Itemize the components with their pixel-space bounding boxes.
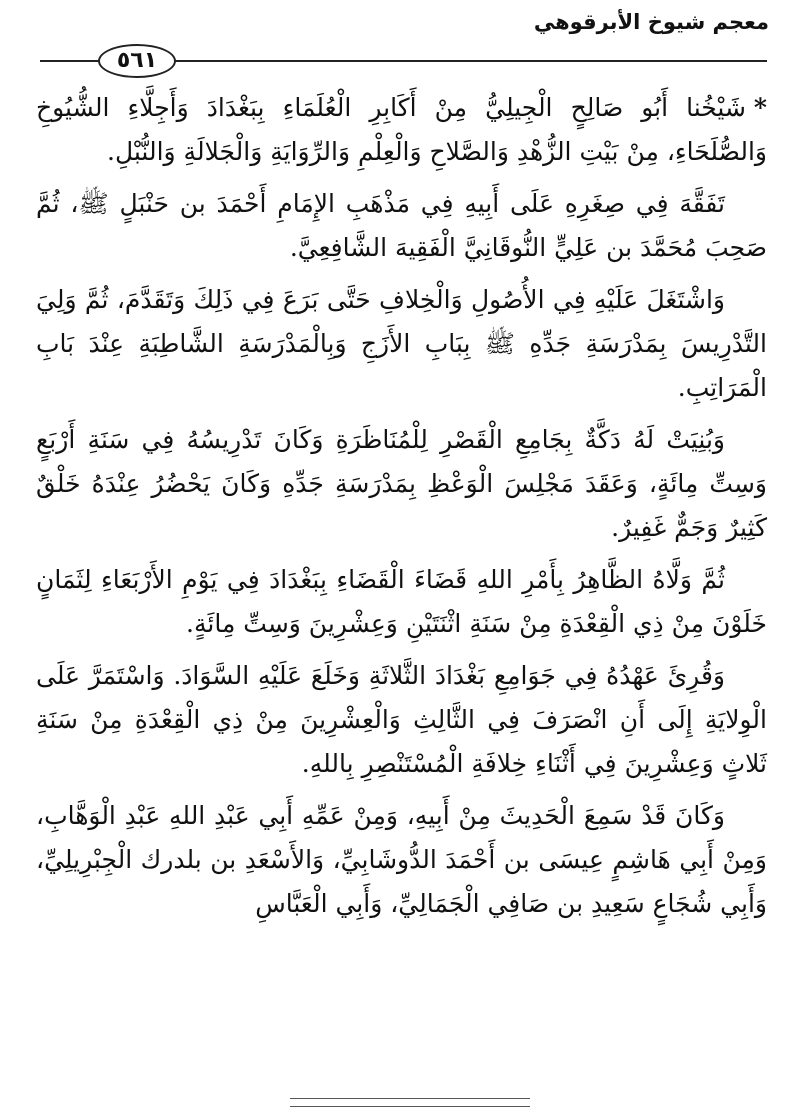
paragraph-1: [36, 86, 767, 174]
paragraph-3: وَاشْتَغَلَ عَلَيْهِ فِي الأُصُولِ وَالْخِلافِ حَتَّى بَرَعَ فِي ذَلِكَ وَتَقَدَّمَ، ثُمَّ وَلِيَ التَّدْرِيسَ بِمَدْرَسَةِ جَدِّهِ ﷺ بِبَابِ الأَزَجِ وَبِالْمَدْرَسَةِ الشَّاطِبَةِ عِنْدَ بَابِ الْمَرَاتِبِ.: [36, 285, 767, 402]
page-number: ٥٦١: [98, 44, 176, 78]
page-body: [36, 86, 767, 934]
bullet-star: *: [753, 93, 767, 122]
paragraph-4: وَبُنِيَتْ لَهُ دَكَّةٌ بِجَامِعِ الْقَصْرِ لِلْمُنَاظَرَةِ وَكَانَ تَدْرِيسُهُ فِي سَنَةِ أَرْبَعٍ وَسِتِّ مِائَةٍ، وَعَقَدَ مَجْلِسَ الْوَعْظِ بِمَدْرَسَةِ جَدِّهِ وَكَانَ يَحْضُرُ عِنْدَهُ خَلْقٌ كَثِيرٌ وَجَمٌّ غَفِيرٌ.: [36, 425, 767, 542]
paragraph-2: تَفَقَّهَ فِي صِغَرِهِ عَلَى أَبِيهِ فِي مَذْهَبِ الإِمَامِ أَحْمَدَ بن حَنْبَلٍ ﷺ، ثُمَّ صَحِبَ مُحَمَّدَ بن عَلِيٍّ النُّوقَانِيَّ الْفَقِيهَ الشَّافِعِيَّ.: [36, 189, 767, 262]
paragraph-6: وَقُرِئَ عَهْدُهُ فِي جَوَامِعِ بَغْدَادَ الثَّلاثَةِ وَخَلَعَ عَلَيْهِ السَّوَادَ. وَاسْتَمَرَّ عَلَى الْوِلايَةِ إِلَى أَنِ انْصَرَفَ فِي الثَّالِثِ وَالْعِشْرِينَ مِنْ ذِي الْقِعْدَةِ مِنْ سَنَةِ ثَلاثٍ وَعِشْرِينَ فِي أَثْنَاءِ خِلافَةِ الْمُسْتَنْصِرِ بِاللهِ.: [36, 661, 767, 778]
paragraph-text: شَيْخُنا أَبُو صَالِحٍ الْجِيلِيُّ مِنْ أَكَابِرِ الْعُلَمَاءِ بِبَغْدَادَ وَأَجِلَّاءِ الشُّيُوخِ وَالصُّلَحَاءِ، مِنْ بَيْتِ الزُّهْدِ وَالصَّلاحِ وَالْعِلْمِ وَالرِّوَايَةِ وَالْجَلالَةِ وَالنُّبْلِ.: [36, 93, 767, 166]
footnote-rule: [290, 1098, 530, 1099]
paragraph-7: وَكَانَ قَدْ سَمِعَ الْحَدِيثَ مِنْ أَبِيهِ، وَمِنْ عَمِّهِ أَبِي عَبْدِ اللهِ عَبْدِ الْوَهَّابِ، وَمِنْ أَبِي هَاشِمٍ عِيسَى بن أَحْمَدَ الدُّوشَابِيِّ، وَالأَسْعَدِ بن بلدرك الْجِبْرِيلِيِّ، وَأَبِي شُجَاعٍ سَعِيدِ بن صَافِي الْجَمَالِيِّ، وَأَبِي الْعَبَّاسِ: [36, 801, 767, 918]
footnote-separator: [290, 1092, 530, 1112]
footnote-rule: [290, 1106, 530, 1107]
paragraph-5: ثُمَّ وَلَّاهُ الظَّاهِرُ بِأَمْرِ اللهِ قَضَاءَ الْقَضَاءِ بِبَغْدَادَ فِي يَوْمِ الأَرْبَعَاءِ لِثَمَانٍ خَلَوْنَ مِنْ ذِي الْقِعْدَةِ مِنْ سَنَةِ اثْنَتَيْنِ وَعِشْرِينَ وَسِتِّ مِائَةٍ.: [36, 565, 767, 638]
running-header-title: معجم شيوخ الأبرقوهي: [533, 10, 769, 34]
